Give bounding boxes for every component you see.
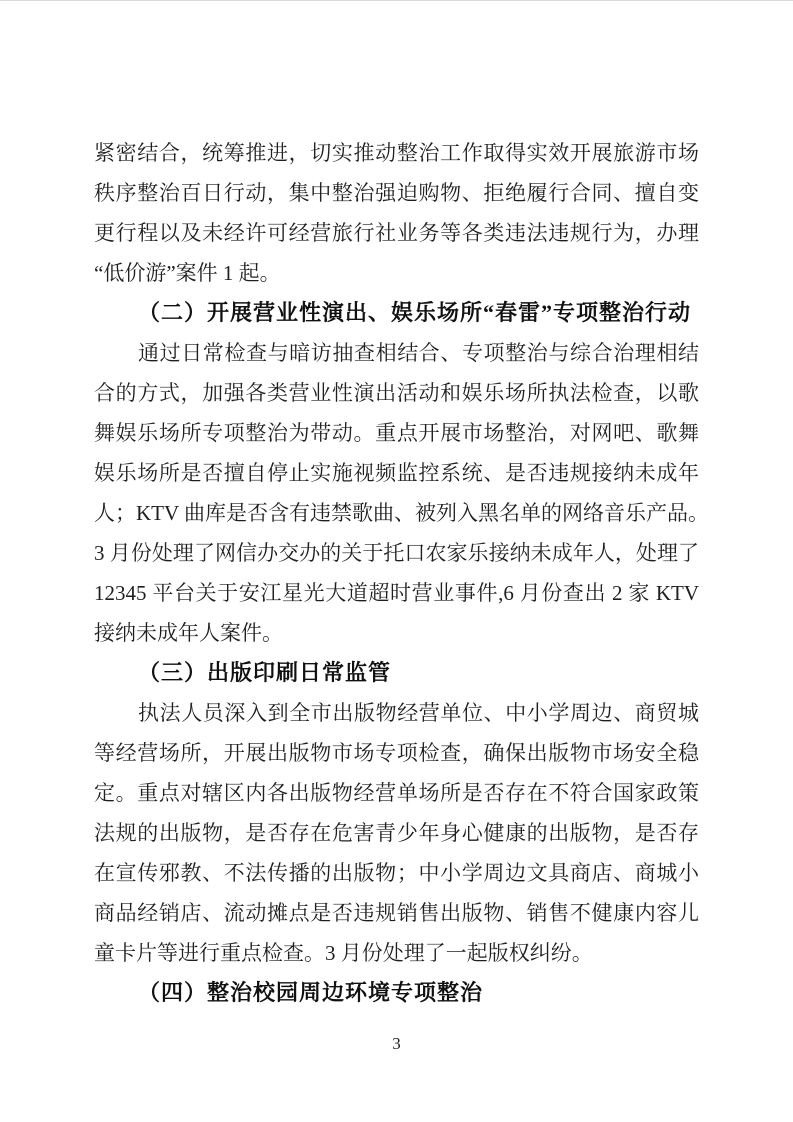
text-line: 在宣传邪教、不法传播的出版物；中小学周边文具商店、商城小 (94, 861, 699, 885)
paragraph-entertainment-venues (94, 333, 710, 653)
section-heading-4: （四）整治校园周边环境专项整治 (138, 980, 484, 1005)
section-heading-3: （三）出版印刷日常监管 (138, 660, 392, 685)
text-line: 通过日常检查与暗访抽查相结合、专项整治与综合治理相结 (138, 341, 699, 365)
text-line: 法规的出版物，是否存在危害青少年身心健康的出版物，是否存 (94, 821, 699, 845)
text-line: 执法人员深入到全市出版物经营单位、中小学周边、商贸城 (138, 701, 699, 725)
text-line: 接纳未成年人案件。 (94, 621, 283, 645)
paragraph-publication-supervision (94, 693, 699, 973)
text-line: 娱乐场所是否擅自停止实施视频监控系统、是否违规接纳未成年 (94, 461, 699, 485)
text-line: 定。重点对辖区内各出版物经营单场所是否存在不符合国家政策 (94, 781, 699, 805)
text-line: 更行程以及未经许可经营旅行社业务等各类违法违规行为，办理 (94, 221, 699, 245)
page-number: 3 (392, 1034, 401, 1053)
text-line: 舞娱乐场所专项整治为带动。重点开展市场整治，对网吧、歌舞 (94, 421, 699, 445)
text-line: 紧密结合，统筹推进，切实推动整治工作取得实效开展旅游市场 (94, 141, 699, 165)
text-line: 3 月份处理了网信办交办的关于托口农家乐接纳未成年人，处理了 (94, 541, 699, 565)
document-body (94, 133, 710, 1013)
scan-edge-line (0, 0, 793, 1)
section-heading-2: （二）开展营业性演出、娱乐场所“春雷”专项整治行动 (138, 300, 692, 325)
text-line: 12345 平台关于安江星光大道超时营业事件,6 月份查出 2 家 KTV (94, 581, 699, 605)
text-line: 秩序整治百日行动，集中整治强迫购物、拒绝履行合同、擅自变 (94, 181, 699, 205)
text-line: 合的方式，加强各类营业性演出活动和娱乐场所执法检查，以歌 (94, 381, 699, 405)
text-line: “低价游”案件 1 起。 (94, 261, 281, 285)
text-line: 人；KTV 曲库是否含有违禁歌曲、被列入黑名单的网络音乐产品。 (94, 501, 710, 525)
text-line: 商品经销店、流动摊点是否违规销售出版物、销售不健康内容儿 (94, 901, 699, 925)
text-line: 等经营场所，开展出版物市场专项检查，确保出版物市场安全稳 (94, 741, 699, 765)
text-line: 童卡片等进行重点检查。3 月份处理了一起版权纠纷。 (94, 941, 593, 965)
paragraph-tourism-market (94, 133, 699, 293)
